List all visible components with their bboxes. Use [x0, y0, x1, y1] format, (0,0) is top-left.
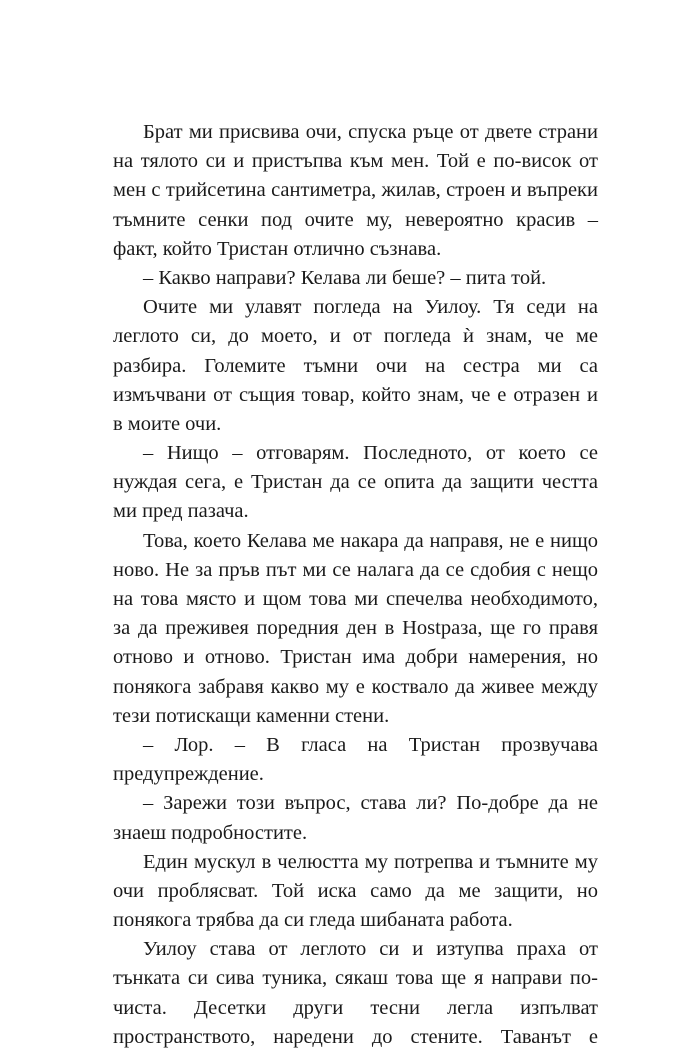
- paragraph: [113, 439, 598, 527]
- text-line: знаеш подробностите.: [113, 821, 308, 844]
- page-text: [113, 118, 598, 1052]
- text-line: ми пред пазача.: [113, 500, 249, 523]
- paragraph: [113, 731, 598, 789]
- text-line: тези потискащи каменни стени.: [113, 704, 390, 727]
- text-line: леглото си, до моето, и от погледа ѝ знам, че ме: [113, 325, 598, 348]
- paragraph: [113, 935, 598, 1052]
- text-line: на това място и щом това ми спечелва необходимото,: [113, 588, 598, 610]
- text-line: в моите очи.: [113, 412, 222, 435]
- text-line: понякога забравя какво му е коствало да живее между: [113, 675, 598, 698]
- text-line: чиста. Десетки други тесни легла изпълват: [113, 996, 598, 1019]
- text-line: ново. Не за пръв път ми се налага да се сдобия с нещо: [113, 558, 598, 581]
- paragraph: [113, 118, 598, 264]
- text-line: нуждая сега, е Тристан да се опита да защити честта: [113, 471, 598, 494]
- text-line: разбира. Големите тъмни очи на сестра ми са: [113, 354, 598, 377]
- paragraph: [113, 264, 598, 293]
- text-line: понякога трябва да си гледа шибаната работа.: [113, 909, 513, 932]
- paragraph: [113, 293, 598, 439]
- text-line: – Лор. – В гласа на Тристан прозвучава: [143, 733, 598, 756]
- text-line: отново и отново. Тристан има добри намерения, но: [113, 646, 598, 669]
- text-line: – Какво направи? Келава ли беше? – пита той.: [143, 266, 547, 289]
- text-line: факт, който Тристан отлично съзнава.: [113, 237, 442, 260]
- text-line: Един мускул в челюстта му потрепва и тъмните му: [143, 850, 598, 873]
- text-line: Уилоу става от леглото си и изтупва праха от: [143, 938, 598, 961]
- paragraph: [113, 527, 598, 731]
- text-line: очи проблясват. Той иска само да ме защити, но: [113, 879, 598, 902]
- text-line: тъмните сенки под очите му, невероятно красив –: [113, 208, 598, 231]
- text-line: на тялото си и пристъпва към мен. Той е по-висок от: [113, 150, 598, 173]
- text-line: тънката си сива туника, сякаш това ще я направи по-: [113, 967, 598, 990]
- paragraph: [113, 848, 598, 936]
- paragraph: [113, 789, 598, 847]
- text-line: Това, което Келава ме накара да направя, не е нищо: [143, 529, 598, 552]
- text-line: – Зарежи този въпрос, става ли? По-добре да не: [143, 792, 598, 815]
- text-line: Очите ми улавят погледа на Уилоу. Тя седи на: [143, 296, 598, 319]
- text-line: за да преживея поредния ден в Нostраза, ще го правя: [113, 617, 598, 640]
- text-line: мен с трийсетина сантиметра, жилав, строен и въпреки: [113, 179, 598, 202]
- text-line: измъчвани от същия товар, който знам, че е отразен и: [113, 383, 598, 406]
- text-line: предупреждение.: [113, 763, 264, 786]
- text-line: – Нищо – отговарям. Последното, от което се: [143, 442, 598, 465]
- text-line: Брат ми присвива очи, спуска ръце от двете страни: [143, 121, 598, 143]
- text-line: пространството, наредени до стените. Таванът е: [113, 1025, 598, 1048]
